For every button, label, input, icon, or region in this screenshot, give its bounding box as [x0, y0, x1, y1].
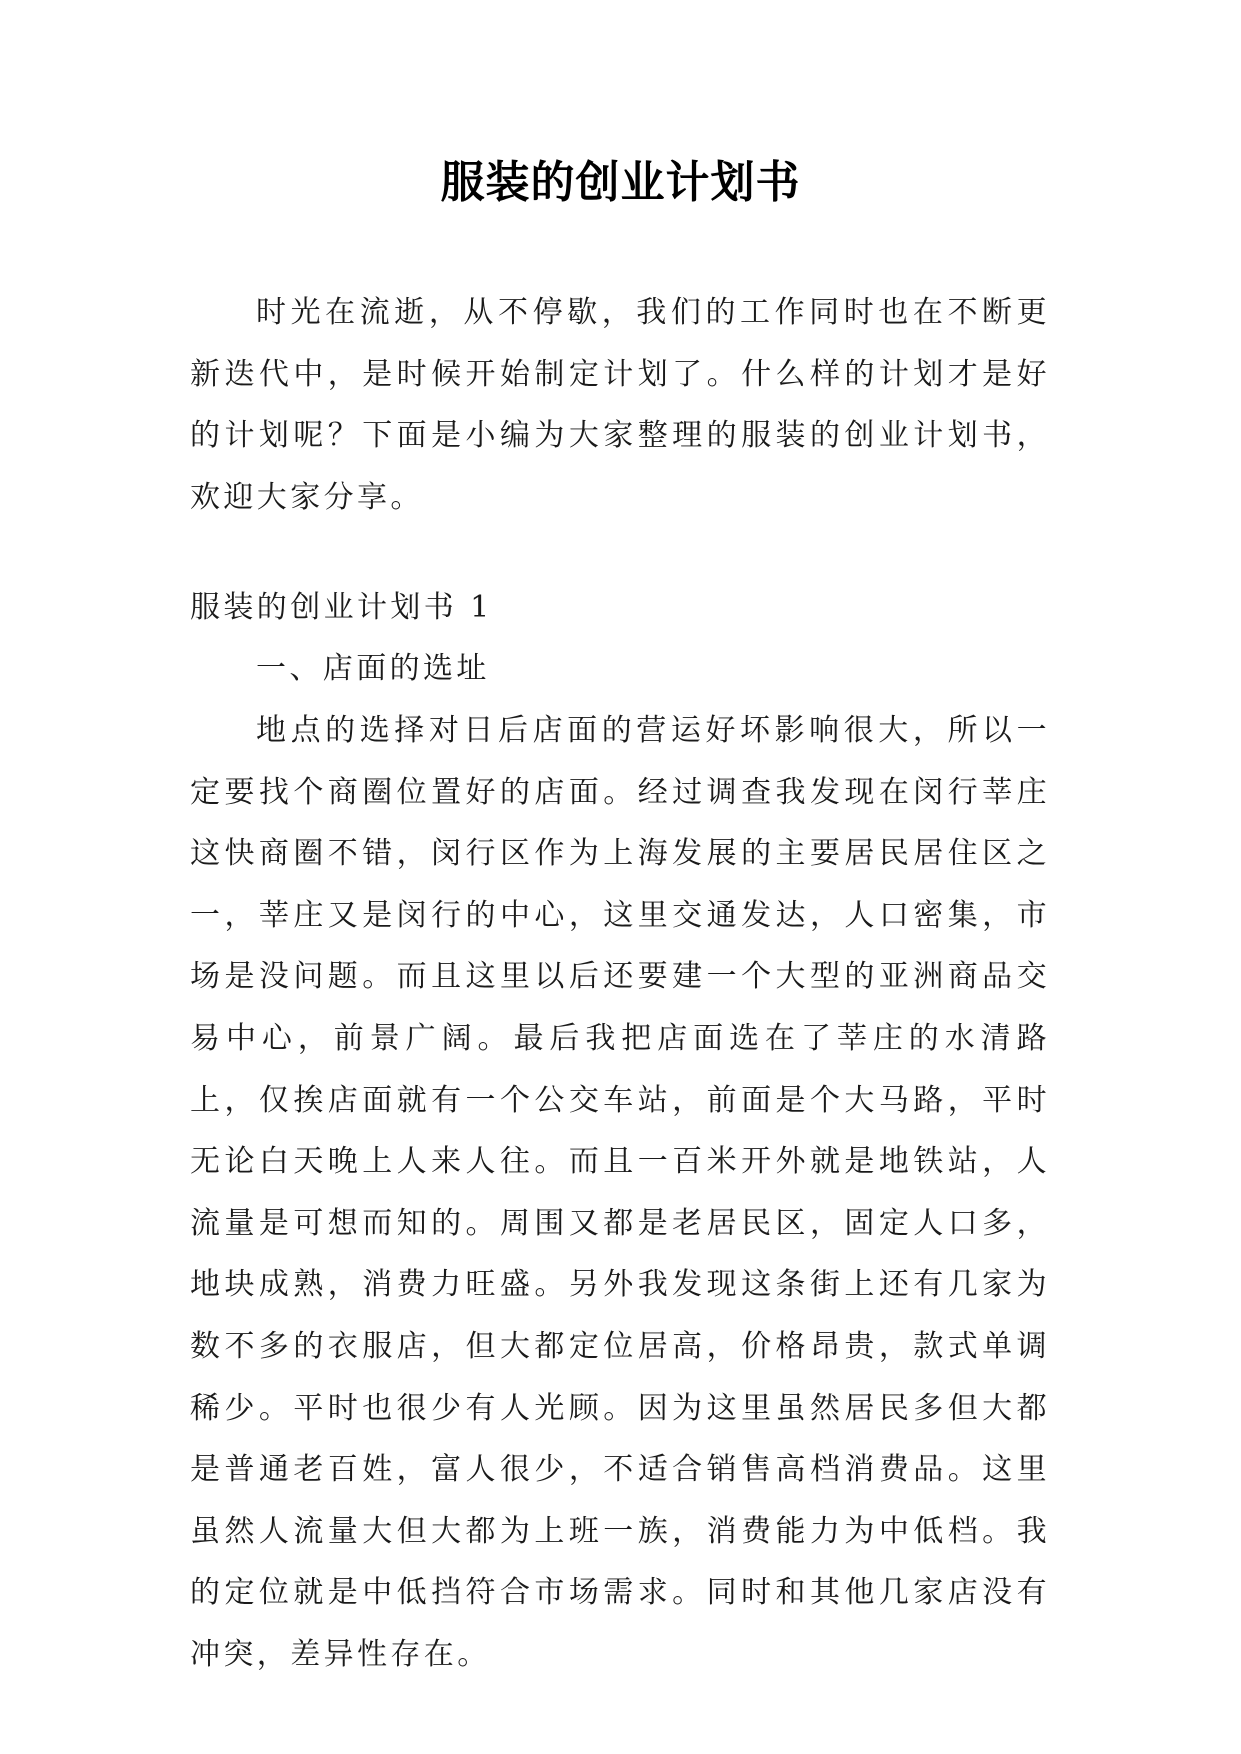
intro-paragraph: 时光在流逝，从不停歇，我们的工作同时也在不断更新迭代中，是时候开始制定计划了。什么样的计划才是好的计划呢？下面是小编为大家整理的服装的创业计划书，欢迎大家分享。 [190, 295, 1050, 515]
section-heading: 服装的创业计划书 1 [190, 590, 493, 625]
body-paragraph: 地点的选择对日后店面的营运好坏影响很大，所以一定要找个商圈位置好的店面。经过调查我发现在闵行莘庄这快商圈不错，闵行区作为上海发展的主要居民居住区之一，莘庄又是闵行的中心，这里交通发达，人口密集，市场是没问题。而且这里以后还要建一个大型的亚洲商品交易中心，前景广阔。最后我把店面选在了莘庄的水清路上，仅挨店面就有一个公交车站，前面是个大马路，平时无论白天晚上人来人往。而且一百米开外就是地铁站，人流量是可想而知的。周围又都是老居民区，固定人口多，地块成熟，消费力旺盛。另外我发现这条街上还有几家为数不多的衣服店，但大都定位居高，价格昂贵，款式单调稀少。平时也很少有人光顾。因为这里虽然居民多但大都是普通老百姓，富人很少，不适合销售高档消费品。这里虽然人流量大但大都为上班一族，消费能力为中低档。我的定位就是中低挡符合市场需求。同时和其他几家店没有冲突，差异性存在。 [190, 713, 1050, 1672]
document-title: 服装的创业计划书 [440, 157, 801, 208]
subheading-location: 一、店面的选址 [256, 651, 490, 686]
